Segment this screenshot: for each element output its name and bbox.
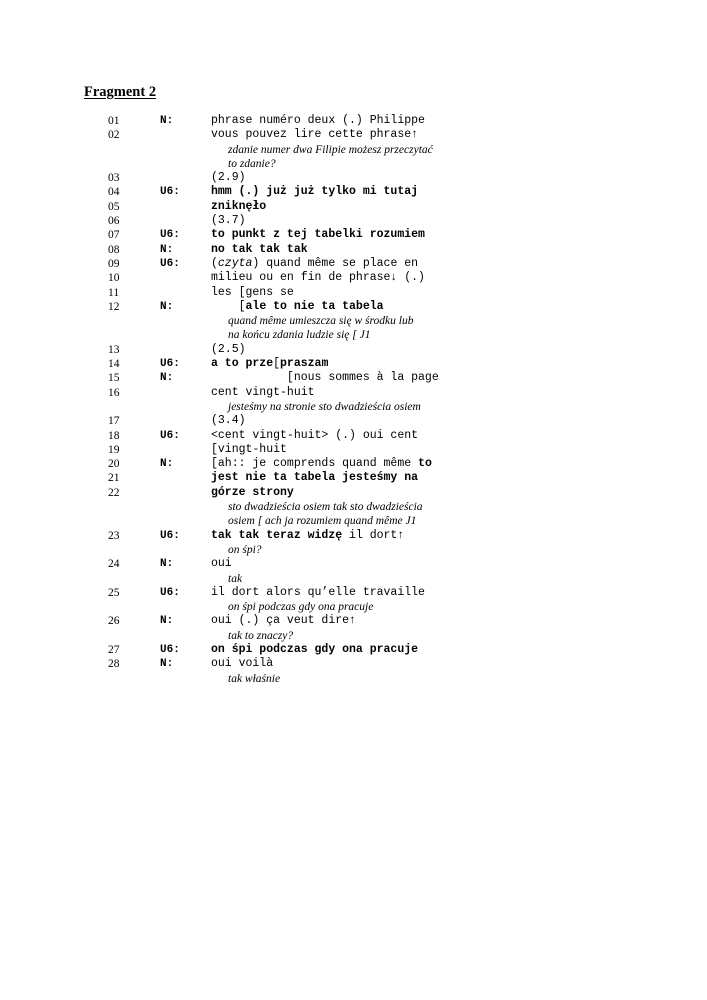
line-number: 13 [108,343,120,356]
translation-text: on śpi podczas gdy ona pracuje [228,601,374,614]
translation-text: na końcu zdania ludzie się [ J1 [228,329,371,342]
transcript-line [0,200,707,214]
line-number: 08 [108,243,120,256]
transcript-line [0,443,707,457]
line-number: 28 [108,658,120,671]
speaker-label: U6: [160,529,180,542]
text-segment: il dort↑ [342,528,405,542]
line-number: 06 [108,215,120,228]
speaker-label: U6: [160,643,180,656]
text-segment: phrase numéro deux (.) Philippe [211,114,425,127]
bold-segment: no tak tak tak [211,242,308,256]
transcript-line [0,271,707,285]
line-number: 01 [108,115,120,127]
speaker-label: N: [160,115,174,127]
line-number: 03 [108,172,120,185]
speaker-label: N: [160,615,174,628]
text-segment: cent vingt-huit [211,385,315,399]
text-segment: [ah:: je comprends quand même [211,457,419,471]
utterance-text [211,643,418,657]
text-segment: [ [211,299,246,313]
utterance-text [211,586,425,600]
italic-segment: czyta [217,256,253,270]
line-number: 10 [108,272,120,285]
translation-text: tak to znaczy? [228,629,294,642]
translation-line [0,600,707,614]
utterance-text [211,529,404,543]
text-segment: vous pouvez lire cette phrase↑ [211,128,419,142]
speaker-label: U6: [160,586,180,599]
text-segment: (2.5) [211,342,246,356]
transcript-line [0,185,707,199]
transcript-line [0,614,707,628]
line-number: 23 [108,529,120,542]
line-number: 17 [108,415,120,428]
speaker-label: N: [160,300,174,313]
transcript-line [0,228,707,242]
bold-segment: zniknęło [211,199,267,213]
translation-text: osiem [ ach ja rozumiem quand même J1 [228,515,417,528]
bold-segment: jest nie ta tabela jesteśmy na [211,471,419,485]
transcript-line [0,643,707,657]
line-number: 09 [108,257,120,270]
translation-text: tak właśnie [228,672,281,685]
text-segment: [nous sommes à la page [211,371,439,385]
transcript-line [0,457,707,471]
translation-line [0,543,707,557]
translation-line [0,629,707,643]
utterance-text [211,171,246,185]
speaker-label: U6: [160,229,180,242]
utterance-text [211,443,287,457]
line-number: 20 [108,458,120,471]
transcript-line [0,486,707,500]
utterance-text [211,386,315,400]
utterance-text [211,228,425,242]
line-number: 05 [108,200,120,213]
transcript-line [0,357,707,371]
text-segment: ) quand même se place en [252,256,419,270]
transcript-line [0,414,707,428]
line-number: 12 [108,300,120,313]
text-segment: oui [211,557,232,571]
bold-segment: górze strony [211,485,294,499]
transcript-line [0,286,707,300]
utterance-text [211,243,308,257]
utterance-text [211,286,294,300]
translation-line [0,500,707,514]
utterance-text [211,414,246,428]
utterance-text [211,257,418,271]
translation-line [0,143,707,157]
bold-segment: tak tak teraz widzę [211,528,343,542]
translation-line [0,514,707,528]
text-segment: milieu ou en fin de phrase↓ (.) [211,271,425,285]
transcript-line [0,243,707,257]
utterance-text [211,343,246,357]
transcript-line [0,171,707,185]
transcript-line [0,557,707,571]
transcript-line [0,128,707,142]
utterance-text [211,471,418,485]
text-segment: oui voilà [211,657,274,671]
speaker-label: N: [160,558,174,571]
line-number: 21 [108,472,120,485]
text-segment: [ [273,357,281,371]
speaker-label: U6: [160,257,180,270]
utterance-text [211,429,418,443]
line-number: 25 [108,586,120,599]
bold-segment: hmm (.) już już tylko mi tutaj [211,185,419,199]
text-segment: (3.4) [211,414,246,428]
utterance-text [211,300,384,314]
text-segment: (2.9) [211,171,246,185]
line-number: 04 [108,186,120,199]
line-number: 24 [108,558,120,571]
line-number: 15 [108,372,120,385]
page-title: Fragment 2 [84,84,157,100]
line-number: 16 [108,386,120,399]
bold-segment: a to prze [211,357,274,371]
translation-line [0,672,707,686]
translation-text: quand même umieszcza się w środku lub [228,315,414,328]
line-number: 27 [108,643,120,656]
line-number: 18 [108,429,120,442]
utterance-text [211,657,273,671]
text-segment: [vingt-huit [211,442,287,456]
transcript-line [0,529,707,543]
translation-text: jesteśmy na stronie sto dwadzieścia osiem [228,400,421,413]
transcript-line [0,257,707,271]
bold-segment: praszam [280,357,329,371]
utterance-text [211,357,328,371]
utterance-text [211,486,294,500]
translation-line [0,572,707,586]
utterance-text [211,128,418,142]
translation-line [0,328,707,342]
text-segment: (3.7) [211,214,246,228]
translation-line [0,400,707,414]
translation-text: sto dwadzieścia osiem tak sto dwadzieścia [228,501,423,514]
line-number: 11 [108,286,120,299]
transcript-line [0,300,707,314]
transcript-line [0,343,707,357]
transcript-line [0,586,707,600]
bold-segment: ale to nie ta tabela [245,299,384,313]
utterance-text [211,185,418,199]
speaker-label: N: [160,243,174,256]
utterance-text [211,271,425,285]
line-number: 22 [108,486,120,499]
translation-text: on śpi? [228,543,262,556]
line-number: 14 [108,358,120,371]
line-number: 26 [108,615,120,628]
transcript-line [0,214,707,228]
speaker-label: U6: [160,429,180,442]
transcript-line [0,386,707,400]
translation-text: to zdanie? [228,157,276,170]
utterance-text [211,371,439,385]
transcript-line [0,114,707,128]
translation-text: zdanie numer dwa Filipie możesz przeczytać [228,143,433,156]
bold-segment: on śpi podczas gdy ona pracuje [211,642,419,656]
translation-line [0,314,707,328]
text-segment: ( [211,256,218,270]
speaker-label: U6: [160,186,180,199]
transcript-line [0,371,707,385]
bold-segment: to [418,457,432,471]
text-segment: <cent vingt-huit> (.) oui cent [211,428,419,442]
speaker-label: U6: [160,358,180,371]
utterance-text [211,114,425,128]
transcript-line [0,657,707,671]
utterance-text [211,457,432,471]
speaker-label: N: [160,458,174,471]
transcript-line [0,471,707,485]
transcript-line [0,429,707,443]
utterance-text [211,557,232,571]
bold-segment: to punkt z tej tabelki rozumiem [211,228,425,242]
utterance-text [211,200,266,214]
line-number: 19 [108,443,120,456]
translation-line [0,157,707,171]
text-segment: les [gens se [211,285,294,299]
speaker-label: N: [160,658,174,671]
utterance-text [211,214,246,228]
line-number: 07 [108,229,120,242]
line-number: 02 [108,129,120,142]
utterance-text [211,614,356,628]
text-segment: il dort alors qu’elle travaille [211,585,425,599]
translation-text: tak [228,572,243,585]
transcript [0,114,707,686]
speaker-label: N: [160,372,174,385]
text-segment: oui (.) ça veut dire↑ [211,614,356,628]
